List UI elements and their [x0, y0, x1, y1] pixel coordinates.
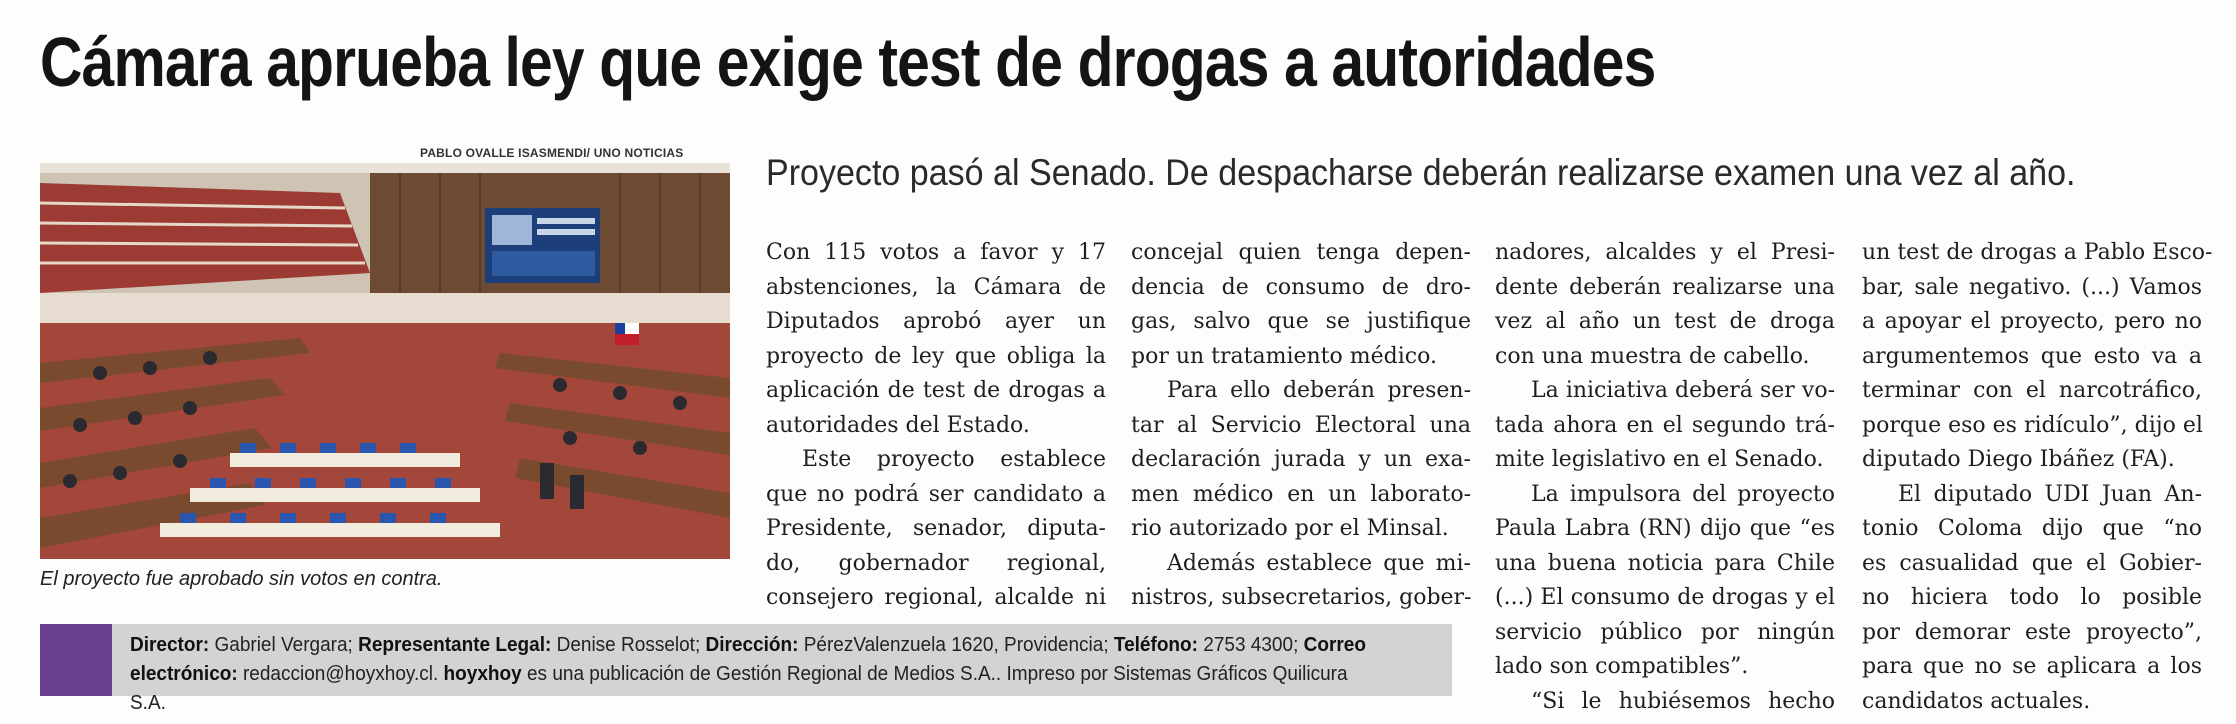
- text-line: El diputado UDI Juan An-: [1898, 481, 2202, 507]
- text-line: “Si le hubiésemos hecho: [1531, 688, 1835, 714]
- text-line: porque eso es ridículo”, dijo el: [1862, 412, 2203, 438]
- text-line: que no podrá ser candidato a: [766, 481, 1106, 507]
- text-line: tar al Servicio Electoral una: [1131, 412, 1471, 438]
- text-line: dente deberán realizarse una: [1495, 274, 1835, 300]
- text-line: argumentemos que esto va a: [1862, 343, 2202, 369]
- text-line: Con 115 votos a favor y 17: [766, 240, 1106, 265]
- text-line: para que no se aplicara a los: [1862, 654, 2202, 679]
- chamber-photo: [40, 163, 730, 559]
- text-line: concejal quien tenga depen-: [1131, 240, 1471, 265]
- text-line: vez al año un test de droga: [1495, 309, 1835, 334]
- text-line: do, gobernador regional,: [766, 550, 1106, 576]
- text-line: por demorar este proyecto”,: [1862, 619, 2202, 645]
- text-line: no hiciera todo lo posible: [1862, 585, 2202, 610]
- text-line: por un tratamiento médico.: [1131, 343, 1437, 369]
- director-label: Director:: [130, 634, 210, 656]
- text-line: nistros, subsecretarios, gober-: [1131, 585, 1472, 610]
- headline: Cámara aprueba ley que exige test de drogas a autoridades: [40, 23, 1656, 101]
- text-line: candidatos actuales.: [1862, 688, 2091, 714]
- text-line: declaración jurada y un exa-: [1131, 447, 1471, 472]
- phone-label: Teléfono:: [1113, 634, 1198, 656]
- phone-value: 2753 4300;: [1197, 634, 1304, 656]
- text-line: lado son compatibles”.: [1495, 654, 1749, 679]
- photo-credit: PABLO OVALLE ISASMENDI/ UNO NOTICIAS: [420, 146, 684, 160]
- text-line: Paula Labra (RN) dijo que “es: [1495, 516, 1835, 541]
- address-value: PérezValenzuela 1620, Providencia;: [798, 634, 1114, 656]
- text-line: men médico en un laborato-: [1131, 481, 1471, 507]
- text-line: proyecto de ley que obliga la: [766, 343, 1106, 369]
- email-value: redaccion@hoyxhoy.cl.: [237, 663, 444, 685]
- text-line: rio autorizado por el Minsal.: [1131, 516, 1449, 541]
- rep-label: Representante Legal:: [358, 634, 552, 656]
- text-line: con una muestra de cabello.: [1495, 343, 1810, 369]
- brand-name: hoyxhoy: [443, 663, 522, 685]
- text-line: mite legislativo en el Senado.: [1495, 447, 1824, 472]
- text-line: Diputados aprobó ayer un: [766, 309, 1106, 334]
- text-line: Para ello deberán presen-: [1167, 378, 1471, 403]
- text-line: bar, sale negativo. (...) Vamos: [1862, 274, 2202, 300]
- footer-text: [130, 631, 1375, 718]
- article-column-4: [1862, 236, 2213, 719]
- accent-square: [40, 624, 112, 696]
- text-line: La impulsora del proyecto: [1531, 481, 1835, 507]
- rep-name: Denise Rosselot;: [551, 634, 706, 656]
- text-line: diputado Diego Ibáñez (FA).: [1862, 447, 2175, 472]
- text-line: Además establece que mi-: [1167, 550, 1471, 576]
- text-line: servicio público por ningún: [1495, 619, 1835, 645]
- subheadline: Proyecto pasó al Senado. De despacharse deberán realizarse examen una vez al año.: [766, 152, 2076, 193]
- text-line: tada ahora en el segundo trá-: [1495, 412, 1835, 438]
- director-name: Gabriel Vergara;: [209, 634, 359, 656]
- publisher-text: es una publicación de Gestión Regional de Medios S.A.. Impreso por Sistemas Gráficos Quilicura S.A.: [130, 663, 1348, 714]
- text-line: abstenciones, la Cámara de: [766, 274, 1106, 300]
- text-line: nadores, alcaldes y el Presi-: [1495, 240, 1835, 265]
- photo-caption: El proyecto fue aprobado sin votos en contra.: [40, 568, 443, 590]
- text-line: dencia de consumo de dro-: [1131, 274, 1471, 300]
- address-label: Dirección:: [705, 634, 799, 656]
- email-label: Correo electrónico:: [130, 634, 1366, 685]
- text-line: un test de drogas a Pablo Esco-: [1862, 240, 2213, 265]
- text-line: tonio Coloma dijo que “no: [1862, 516, 2202, 541]
- text-line: Presidente, senador, diputa-: [766, 516, 1106, 541]
- text-line: La iniciativa deberá ser vo-: [1531, 378, 1835, 403]
- article-column-1: [766, 236, 1106, 616]
- text-line: consejero regional, alcalde ni: [766, 585, 1106, 610]
- text-line: es casualidad que el Gobier-: [1862, 550, 2202, 576]
- text-line: a apoyar el proyecto, pero no: [1862, 309, 2202, 334]
- text-line: una buena noticia para Chile: [1495, 550, 1835, 576]
- masthead-footer: [40, 624, 1452, 714]
- text-line: gas, salvo que se justifique: [1131, 309, 1471, 334]
- text-line: terminar con el narcotráfico,: [1862, 378, 2202, 403]
- text-line: (...) El consumo de drogas y el: [1495, 585, 1835, 610]
- text-line: aplicación de test de drogas a: [766, 378, 1106, 403]
- article-column-2: [1131, 236, 1471, 616]
- text-line: autoridades del Estado.: [766, 412, 1030, 438]
- text-line: Este proyecto establece: [802, 447, 1106, 472]
- article-column-3: [1495, 236, 1835, 719]
